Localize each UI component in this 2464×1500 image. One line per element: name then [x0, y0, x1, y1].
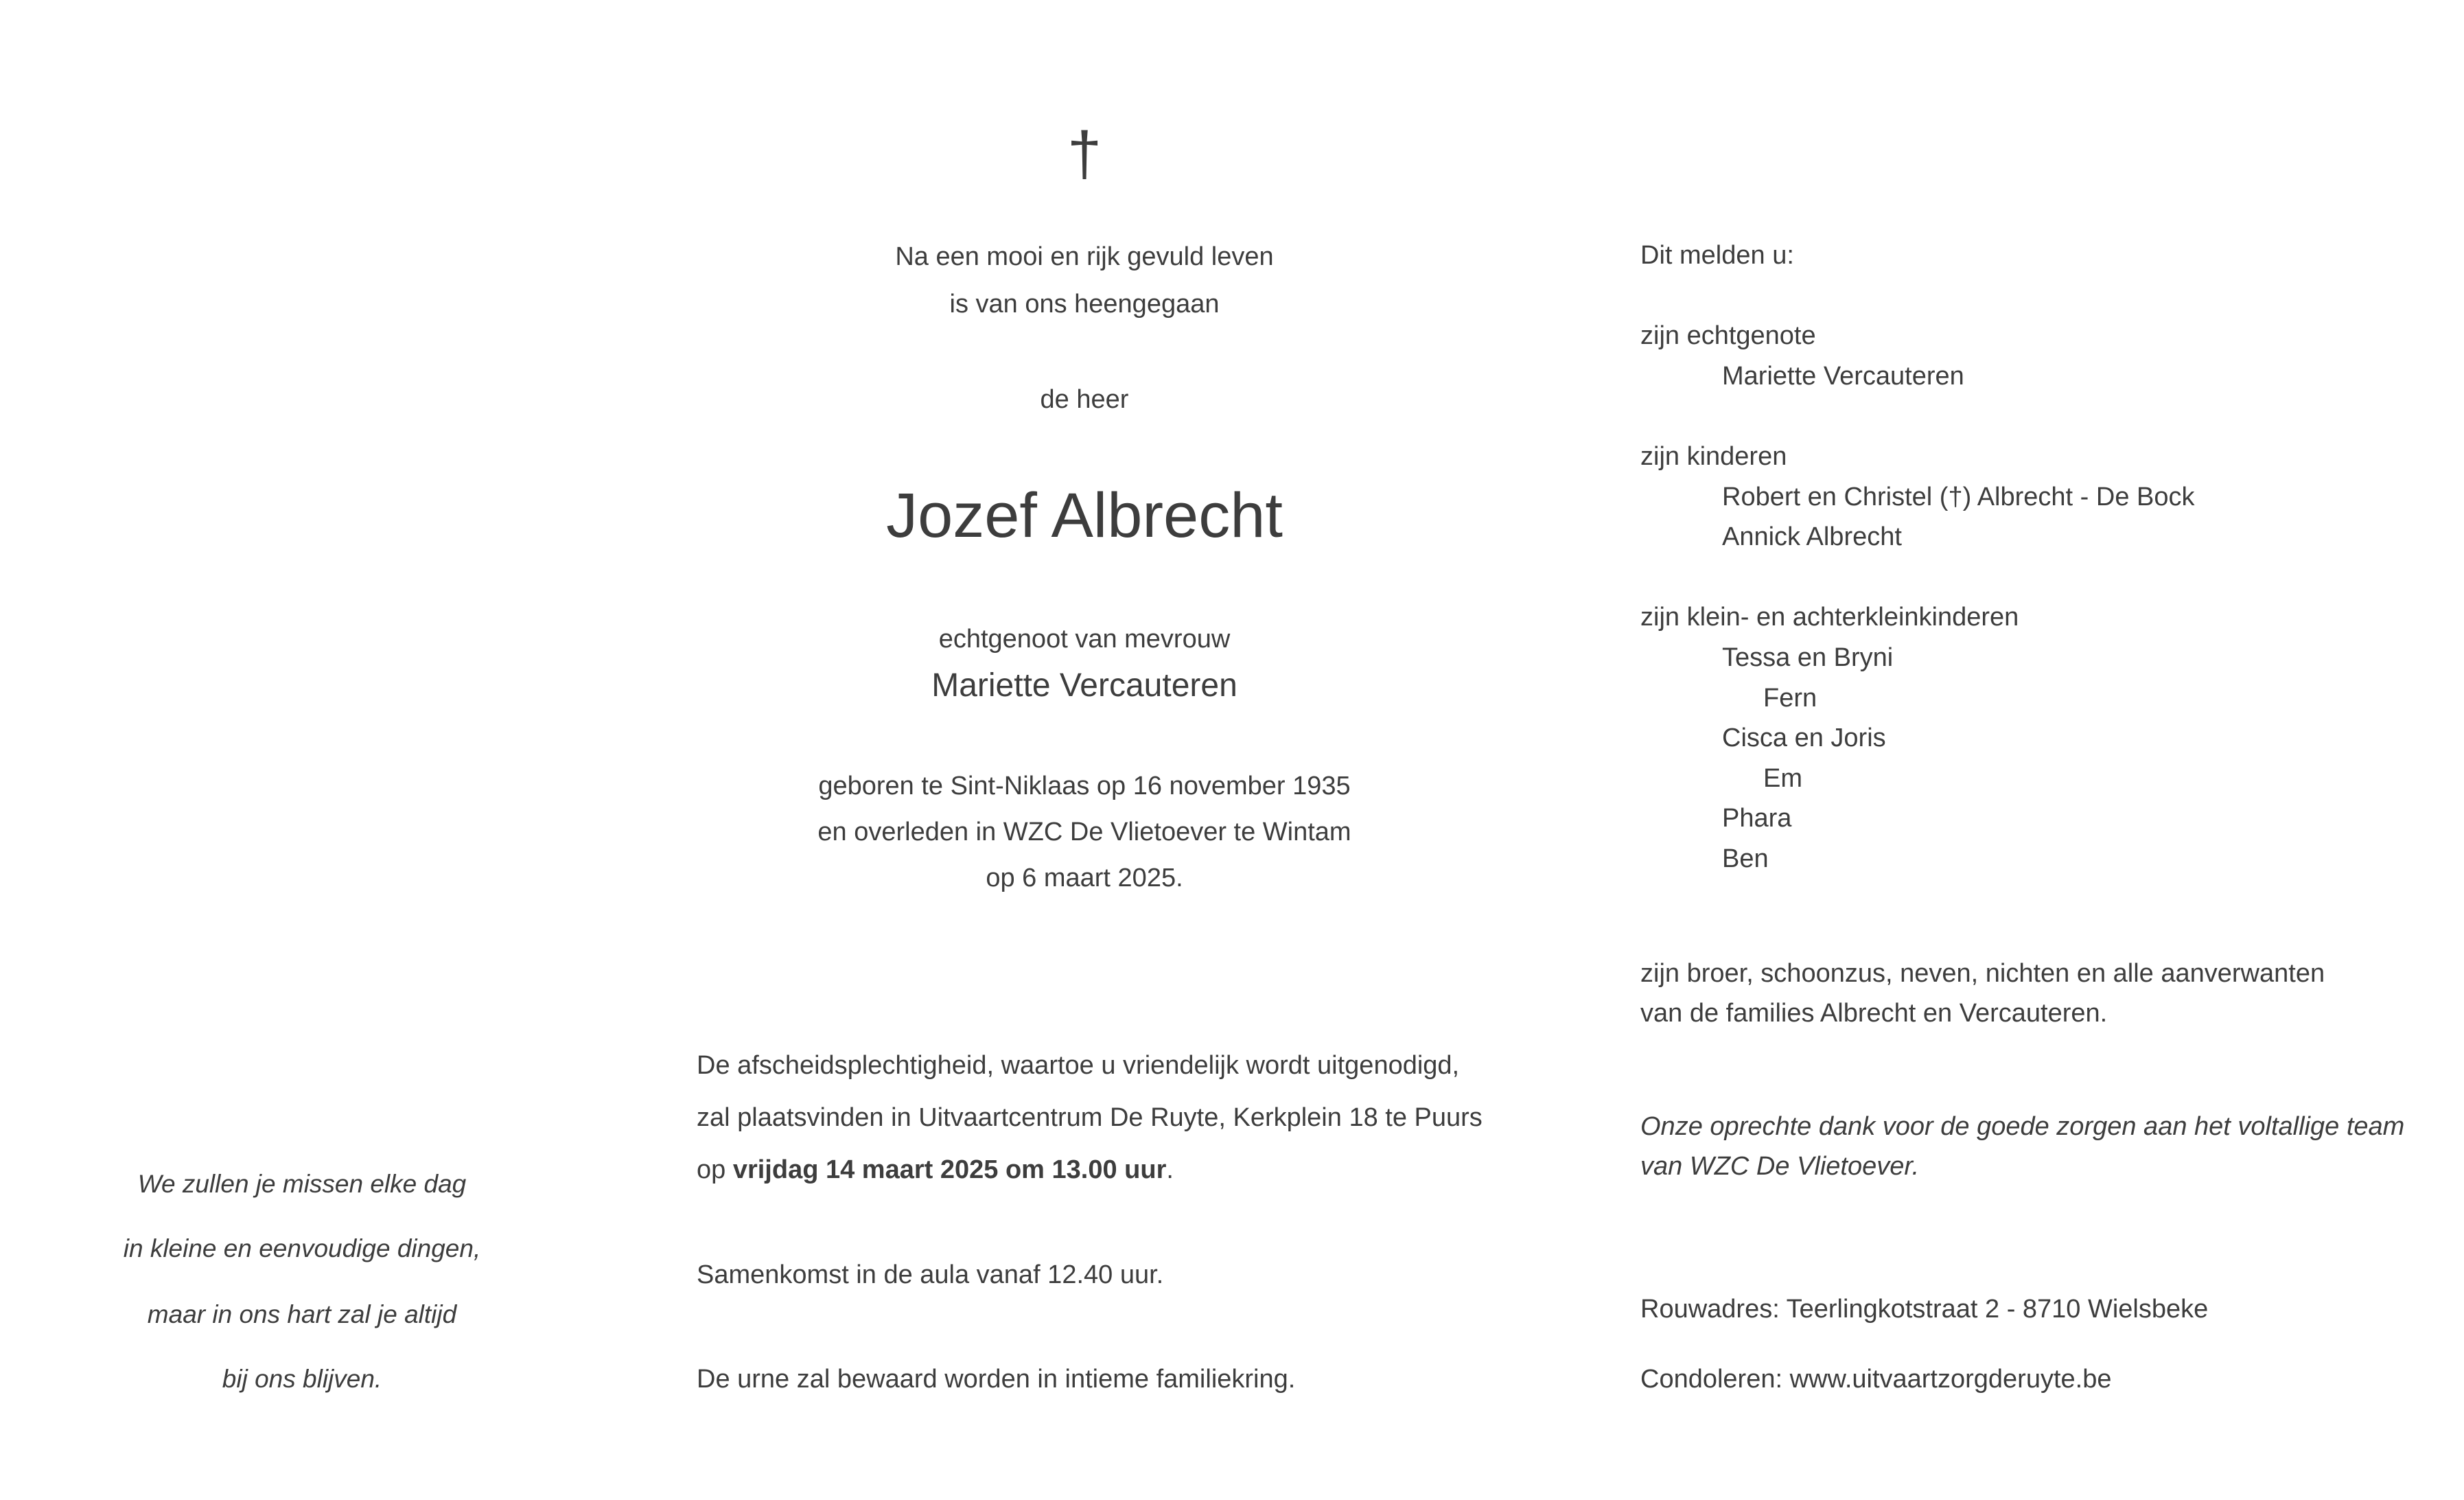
deceased-name: Jozef Albrecht [886, 481, 1283, 551]
child-1: Robert en Christel (†) Albrecht - De Bock [1722, 483, 2195, 511]
intro-line-2: is van ons heengegaan [949, 290, 1220, 319]
salutation: de heer [1040, 385, 1129, 414]
grandchild-2: Cisca en Joris [1722, 724, 1886, 752]
ceremony-date-time: vrijdag 14 maart 2025 om 13.00 uur [732, 1155, 1167, 1184]
mourning-address: Rouwadres: Teerlingkotstraat 2 - 8710 Wielsbeke [1640, 1295, 2209, 1324]
children-label: zijn kinderen [1640, 442, 1787, 471]
family-spouse: Mariette Vercauteren [1722, 362, 1964, 391]
death-date: op 6 maart 2025. [986, 864, 1183, 892]
ceremony-line-3 [697, 1157, 1174, 1183]
ceremony-line-3-suffix: . [1166, 1155, 1174, 1184]
cross-icon: † [1067, 120, 1102, 189]
quote-line-2: in kleine en eenvoudige dingen, [123, 1234, 481, 1262]
grandchild-4: Ben [1722, 844, 1769, 873]
grandchildren-label: zijn klein- en achterkleinkinderen [1640, 603, 2019, 632]
urn-line: De urne zal bewaard worden in intieme familiekring. [697, 1365, 1296, 1394]
great-grandchild-1: Fern [1763, 684, 1817, 713]
condolences-link[interactable]: Condoleren: www.uitvaartzorgderuyte.be [1640, 1365, 2112, 1394]
birth-line: geboren te Sint-Niklaas op 16 november 1935 [818, 772, 1351, 800]
relatives-line-2: van de families Albrecht en Vercauteren. [1640, 999, 2108, 1028]
ceremony-line-1: De afscheidsplechtigheid, waartoe u vriendelijk wordt uitgenodigd, [697, 1051, 1460, 1080]
quote-line-4: bij ons blijven. [222, 1365, 382, 1393]
spouse-name: Mariette Vercauteren [931, 667, 1237, 704]
death-line: en overleden in WZC De Vlietoever te Wintam [817, 818, 1351, 846]
ceremony-line-3-prefix: op [697, 1155, 733, 1184]
quote-line-3: maar in ons hart zal je altijd [147, 1300, 457, 1328]
spouse-label: zijn echtgenote [1640, 321, 1816, 350]
grandchild-1: Tessa en Bryni [1722, 643, 1894, 672]
grandchild-3: Phara [1722, 804, 1792, 833]
family-intro: Dit melden u: [1640, 241, 1794, 270]
intro-line-1: Na een mooi en rijk gevuld leven [895, 242, 1274, 271]
child-2: Annick Albrecht [1722, 522, 1902, 551]
quote-line-1: We zullen je missen elke dag [137, 1170, 467, 1198]
thanks-line-2: van WZC De Vlietoever. [1640, 1152, 1920, 1181]
spouse-intro: echtgenoot van mevrouw [938, 625, 1231, 654]
great-grandchild-2: Em [1763, 764, 1802, 793]
ceremony-line-2: zal plaatsvinden in Uitvaartcentrum De Ruyte, Kerkplein 18 te Puurs [697, 1103, 1483, 1132]
relatives-line-1: zijn broer, schoonzus, neven, nichten en alle aanverwanten [1640, 959, 2325, 988]
gathering-line: Samenkomst in de aula vanaf 12.40 uur. [697, 1260, 1164, 1289]
thanks-line-1: Onze oprechte dank voor de goede zorgen aan het voltallige team [1640, 1112, 2405, 1141]
